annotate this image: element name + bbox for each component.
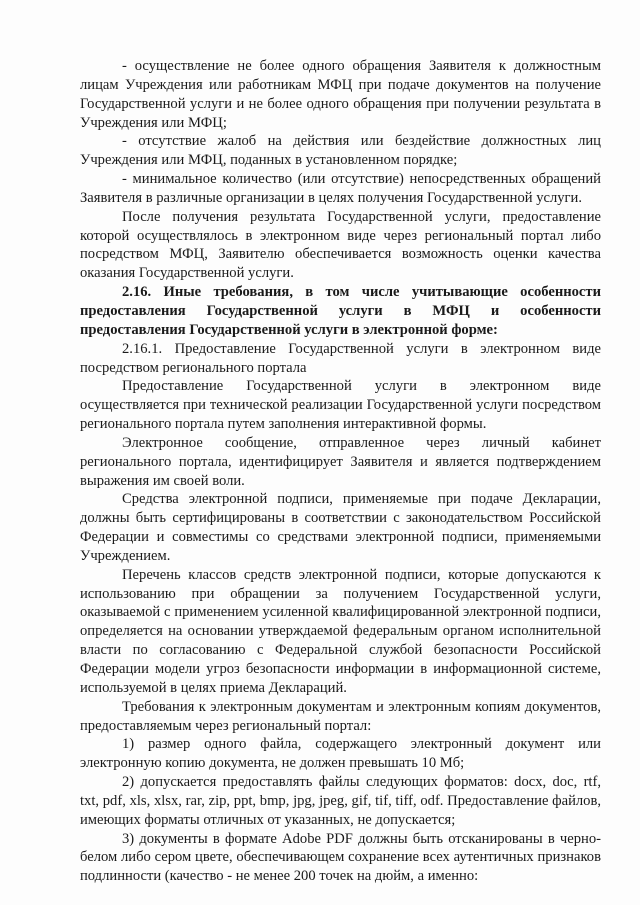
paragraph-quality-assessment: После получения результата Государственной услуги, предоставление которой осуществлялось в электронном виде через региональный портал либо посредством МФЦ, Заявителю обеспечивается возможность оценки качества оказания Государственной услуги. — [80, 208, 601, 282]
paragraph-document-requirements: Требования к электронным документам и электронным копиям документов, предоставляемым через региональный портал: — [80, 698, 601, 734]
paragraph-signature-tools: Средства электронной подписи, применяемые при подаче Декларации, должны быть сертифицированы в соответствии с законодательством Российской Федерации и совместимы со средствами электронной подписи, применяемыми Учреждением. — [80, 491, 601, 564]
requirement-pdf-scan: 3) документы в формате Adobe PDF должны быть отсканированы в черно-белом либо сером цвете, обеспечивающем сохранение всех аутентичных признаков подлинности (качество - не менее 200 точек на дюйм, а именно: — [80, 830, 601, 885]
paragraph-2-16-1: 2.16.1. Предоставление Государственной услуги в электронном виде посредством регионального портала — [80, 340, 601, 376]
paragraph-minimal-requests: - минимальное количество (или отсутствие) непосредственных обращений Заявителя в различные организации в целях получения Государственной услуги. — [80, 171, 601, 206]
requirement-file-formats: 2) допускается предоставлять файлы следующих форматов: docx, doc, rtf, txt, pdf, xls, xlsx, rar, zip, ppt, bmp, jpg, jpeg, gif, tif, tiff, odf. Предоставление файлов, имеющих форматы отличных от указанных, не допускается; — [80, 774, 601, 828]
paragraph-no-complaints: - отсутствие жалоб на действия или бездействие должностных лиц Учреждения или МФЦ, поданных в установленном порядке; — [80, 133, 601, 169]
paragraph-electronic-message: Электронное сообщение, отправленное через личный кабинет регионального портала, идентифицирует Заявителя и является подтверждением выражения им своей воли. — [80, 434, 601, 489]
paragraph-signature-classes: Перечень классов средств электронной подписи, которые допускаются к использованию при обращении за получением Государственной услуги, оказываемой с применением усиленной квалифицированной электронной подписи, определяется на основании утверждаемой федеральным органом исполнительной власти по согласованию с Федеральной службой безопасности Российской Федерации модели угроз безопасности информации в информационной системе, используемой в целях приема Деклараций. — [80, 566, 601, 696]
section-heading-2-16: 2.16. Иные требования, в том числе учитывающие особенности предоставления Государственной услуги в МФЦ и особенности предоставления Государственной услуги в электронной форме: — [80, 284, 601, 338]
paragraph-one-request: - осуществление не более одного обращения Заявителя к должностным лицам Учреждения или работникам МФЦ при подаче документов на получение Государственной услуги и не более одного обращения при получении результата в Учреждения или МФЦ; — [80, 58, 601, 131]
paragraph-interactive-form: Предоставление Государственной услуги в электронном виде осуществляется при технической реализации Государственной услуги посредством регионального портала путем заполнения интерактивной формы. — [80, 378, 601, 433]
requirement-file-size: 1) размер одного файла, содержащего электронный документ или электронную копию документа, не должен превышать 10 Мб; — [80, 736, 601, 772]
document-body — [80, 57, 601, 886]
